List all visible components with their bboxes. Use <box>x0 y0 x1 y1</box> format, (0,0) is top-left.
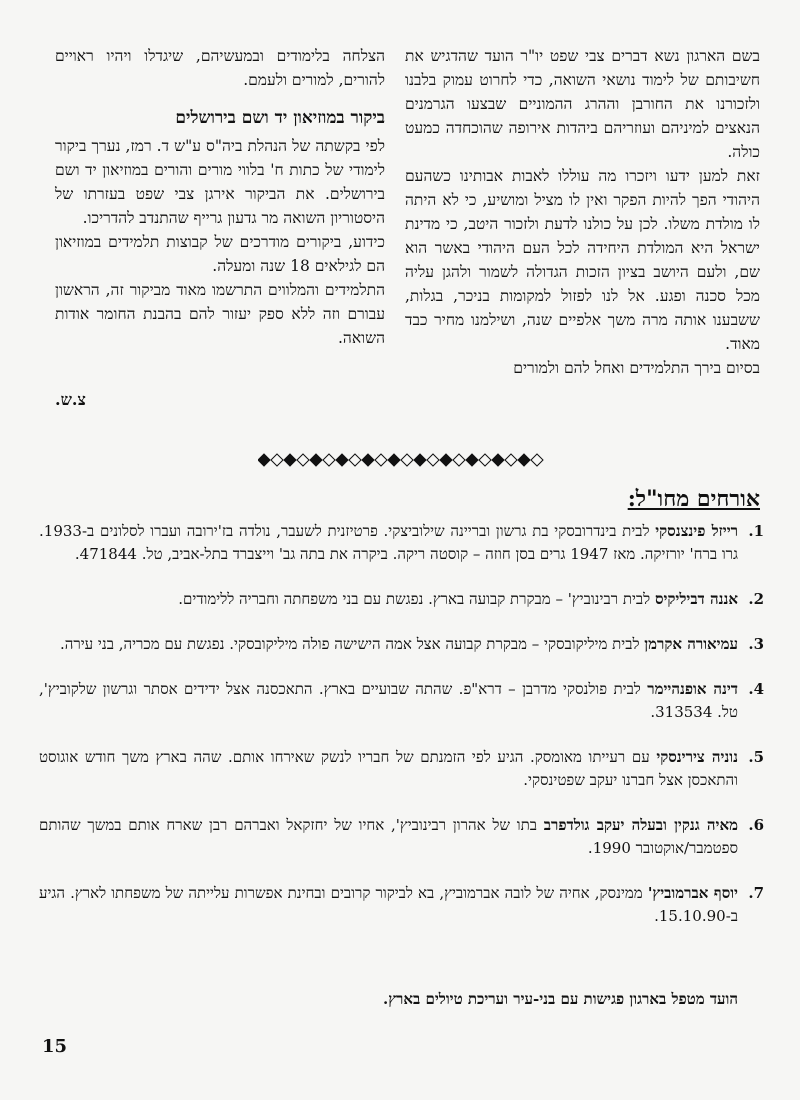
guest-name: עמיאורה אקרמן <box>644 635 738 653</box>
divider-diamond <box>479 454 491 466</box>
paragraph: זאת למען ידעו ויזכרו מה עוללו לאבות אבותינו כשהעם היהודי הפך להיות הפקר ואין לו מציל ומושיע, כי לא היתה לו מולדת משלו. לכן על כולנו לדעת ולזכור היטב, כי מדינת ישראל היא המולדת היחידה לכל העם היהודי באשר הוא שם, ולעם היושב בציון הזכות הגדולה לשמור ולהגן עליה מכל סכנה ופגע. אל לנו לפזול למקומות בניכר, בגלות, ששבענו אותה מרה משך אלפיים שנה, ושילמנו מחיר כבד מאוד. <box>405 167 760 353</box>
item-number: 7. <box>748 884 764 902</box>
paragraph: לפי בקשתה של הנהלת ביה"ס ע"ש ד. רמז, נערך ביקור לימודי של כתות ח' בלווי מורים והורים במוזיאון יד ושם בירושלים. את הביקור אירגן צבי שפט בעזרתו של היסטוריון השואה מר גדעון גרייף שהתנדב להדריכו. <box>55 137 385 227</box>
guests-title: אורחים מחו"ל: <box>627 486 760 512</box>
divider-diamond <box>440 454 452 466</box>
item-number: 4. <box>748 680 764 698</box>
guest-details: לבית בינדרובסקי בת גרשון ובריינה שילוביצקי. פרטיזנית לשעבר, נולדה בז'ירובה ועברו לסלונים ב-1933. גרו ברח' יורזיקה. מאז 1947 גרים בסן חוזה – קוסטה ריקה. ביקרה את בתה גב' וייצברד בתל-אביב, טל. 471844. <box>39 522 738 563</box>
divider-diamond <box>284 454 296 466</box>
item-text <box>39 588 738 611</box>
divider-diamond <box>427 454 439 466</box>
guests-list <box>39 520 764 950</box>
list-item <box>39 746 764 792</box>
guest-name: יוסף אברמוביץ' <box>647 884 738 902</box>
diamond-divider <box>258 453 544 467</box>
list-item <box>39 882 764 928</box>
divider-diamond <box>505 454 517 466</box>
item-text <box>39 882 738 928</box>
guest-name: מאיה גנקין ובעלה יעקב גולדפרב <box>543 816 738 834</box>
guest-name: נוניה צירינסקי <box>656 748 738 766</box>
divider-diamond <box>453 454 465 466</box>
guest-details: בתו של אהרון רבינוביץ', אחיו של יחזקאל ואברהם רבן שארח אותם במשך שהותם ספטמבר/אוקטובר 1990. <box>39 816 738 857</box>
item-number: 5. <box>748 748 764 766</box>
divider-diamond <box>531 454 543 466</box>
divider-diamond <box>492 454 504 466</box>
section-title: ביקור במוזיאון יד ושם בירושלים <box>175 108 385 128</box>
divider-diamond <box>466 454 478 466</box>
footer-note: הועד מטפל בארגון פגישות עם בני-עיר ועריכת טיולים בארץ. <box>383 990 738 1008</box>
guest-details: לבית פולנסקי מדרבן – דרא"פ. שהתה שבועיים בארץ. התאכסנה אצל ידידים אסתר וגרשון שלקוביץ', טל. 313534. <box>39 680 738 721</box>
right-column <box>405 44 760 380</box>
left-column <box>55 44 385 412</box>
divider-diamond <box>414 454 426 466</box>
divider-diamond <box>323 454 335 466</box>
list-item <box>39 520 764 566</box>
paragraph: הצלחה בלימודים ובמעשיהם, שיגדלו ויהיו ראויים להורים, למורים ולעמם. <box>55 47 385 89</box>
guest-name: רייזל פינצנסקי <box>655 522 738 540</box>
item-number: 6. <box>748 816 764 834</box>
divider-diamond <box>388 454 400 466</box>
page-number: 15 <box>42 1036 68 1057</box>
item-text <box>39 678 738 724</box>
list-item <box>39 678 764 724</box>
divider-diamond <box>310 454 322 466</box>
list-item <box>39 814 764 860</box>
guest-details: ממינסק, אחיה של לובה אברמוביץ, בא לביקור קרובים ובחינת אפשרות עלייתה של משפחתו לארץ. הגיע ב-15.10.90. <box>39 884 738 925</box>
divider-diamond <box>271 454 283 466</box>
guest-name: אננה דביליקיס <box>654 590 738 608</box>
divider-diamond <box>401 454 413 466</box>
list-item <box>39 633 764 656</box>
paragraph: כידוע, ביקורים מודרכים של קבוצות תלמידים במוזיאון הם לגילאים 18 שנה ומעלה. <box>55 233 385 275</box>
item-text <box>39 633 738 656</box>
divider-diamond <box>349 454 361 466</box>
paragraph: בשם הארגון נשא דברים צבי שפט יו"ר הועד שהדגיש את חשיבותם של לימוד נושאי השואה, כדי לחרוט עמוק בלבנו ולזכורנו את החורבן וההרג ההמוניים שבצעו הגרמנים הנאצים למיניהם ועוזריהם ביהדות אירופה שהוכחדה כמעט כולה. <box>405 47 760 161</box>
divider-diamond <box>297 454 309 466</box>
guest-name: דינה אופנהיימר <box>647 680 738 698</box>
divider-diamond <box>362 454 374 466</box>
item-text <box>39 520 738 566</box>
signature: צ.ש. <box>55 390 86 409</box>
item-number: 2. <box>748 590 764 608</box>
item-number: 3. <box>748 635 764 653</box>
divider-diamond <box>518 454 530 466</box>
divider-diamond <box>258 454 270 466</box>
divider-diamond <box>375 454 387 466</box>
item-number: 1. <box>748 522 764 540</box>
guest-details: עם רעייתו מאומסק. הגיע לפי הזמנתם של חבריו לנשק שאירחו אותם. שהה בארץ משך חודש אוגוסט והתאכסן אצל חברנו יעקב שפטינסקי. <box>39 748 738 789</box>
divider-diamond <box>336 454 348 466</box>
item-text <box>39 814 738 860</box>
guest-details: לבית רבינוביץ' – מבקרת קבועה בארץ. נפגשת עם בני משפחתה וחבריה ללימודים. <box>178 590 655 608</box>
guest-details: לבית מיליקובסקי – מבקרת קבועה אצל אמה הישישה פולה מיליקובסקי. נפגשת עם מכריה, בני עירה. <box>59 635 645 653</box>
paragraph: בסיום בירך התלמידים ואחל להם ולמורים <box>513 359 760 377</box>
item-text <box>39 746 738 792</box>
list-item <box>39 588 764 611</box>
paragraph: התלמידים והמלווים התרשמו מאוד מביקור זה, הראשון עבורם וזה ללא ספק יעזור להם בהבנת החומר אודות השואה. <box>55 281 385 347</box>
